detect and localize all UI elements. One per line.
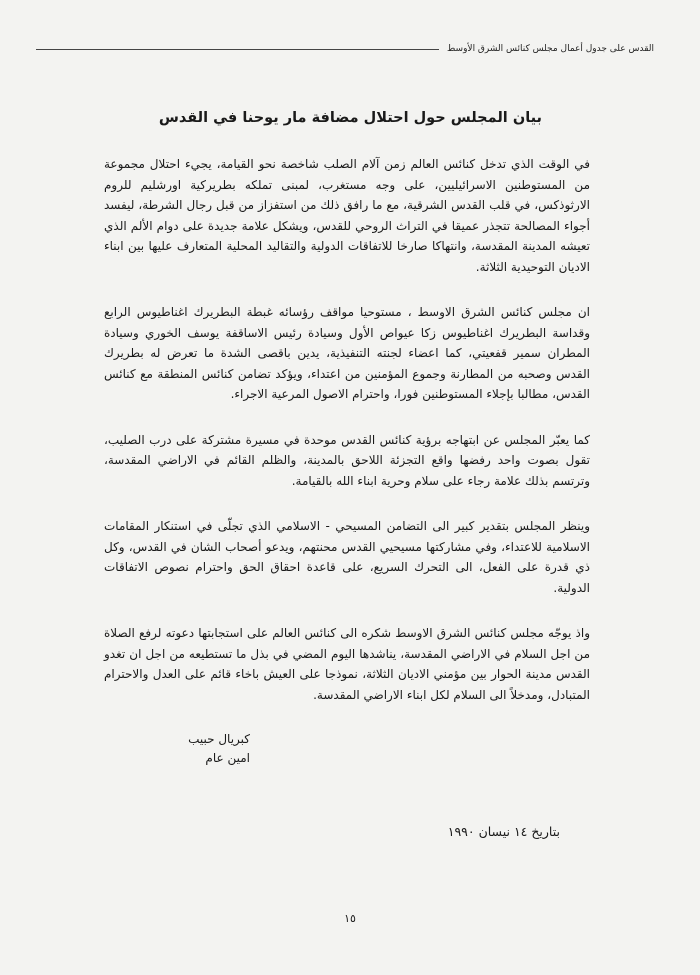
signatory-role: امين عام [205, 751, 250, 765]
paragraph-4: وينظر المجلس بتقدير كبير الى التضامن المسيحي - الاسلامي الذي تجلّى في استنكار المقامات الاسلامية للاعتداء، وفي مشاركتها مسيحيي القدس محنتهم، ويدعو أصحاب الشان في القدس، وكل ذي قدرة على الفعل، الى التحرك السريع، على قاعدة احقاق الحق واحترام نصوص الاتفاقات الدولية. [104, 519, 590, 595]
paragraph-3: كما يعبّر المجلس عن ابتهاجه برؤية كنائس القدس موحدة في مسيرة مشتركة على درب الصليب، تقول بصوت واحد رفضها واقع التجزئة اللاحق بالمدينة، والظلم القائم في الاراضي المقدسة، وترتسم بذلك علامة رجاء على سلام وحرية ابناء الله بالقيامة. [104, 432, 590, 488]
paragraph-1: في الوقت الذي تدخل كنائس العالم زمن آلام الصلب شاخصة نحو القيامة، يجيء احتلال مجموعة من المستوطنين الاسرائيليين، على وجه مستغرب، لمبنى تملكه بطريركية اورشليم للروم الارثوذكس، في قلب القدس الشرقية، مع ما رافق ذلك من استفزاز من قبل رجال الشرطة، ليفسد أجواء المصالحة تتجذر عميقا في التراث الروحي للقدس، ويشكل علامة جديدة على دوام الألم الذي تعيشه المدينة المقدسة، وانتهاكا صارخا للاتفاقات الدولية والتقاليد المحلية المتعارف عليها بين ابناء الاديان التوحيدية الثلاثة. [104, 157, 590, 274]
paragraph-2: ان مجلس كنائس الشرق الاوسط ، مستوحيا مواقف رؤسائه غبطة البطريرك اغناطيوس الرابع وقداسة البطريرك اغناطيوس زكا عيواص الأول وسيادة رئيس الاساقفة يوسف الخوري وسيادة المطران سمير قفعيتي، كما اعضاء لجنته التنفيذية، يدين باقصى الشدة ما تعرض له بطريرك القدس وصحبه من المطارنة وجموع المؤمنين من اعتداء، ويؤكد تضامن كنائس المنطقة مع كنائس القدس، مطالبا بإجلاء المستوطنين فورا، واحترام الاصول المرعية الاجراء. [104, 305, 590, 401]
header-rule [36, 49, 439, 50]
page-number: ١٥ [344, 912, 356, 925]
statement-date: بتاريخ ١٤ نيسان ١٩٩٠ [447, 824, 560, 839]
signature-block [104, 730, 590, 768]
statement-title: بيان المجلس حول احتلال مضافة مار يوحنا في القدس [158, 110, 542, 126]
signatory-name: كبريال حبيب [188, 732, 250, 746]
running-header [36, 44, 654, 54]
paragraph-5: واذ يوجّه مجلس كنائس الشرق الاوسط شكره الى كنائس العالم على استجابتها دعوته لرفع الصلاة من اجل السلام في الاراضي المقدسة، يناشدها اليوم المضي في بذل ما تستطيعه من اجل ان تغدو القدس مدينة الحوار بين مؤمني الاديان الثلاثة، نموذجا على العيش باخاء قائم على العدل والاحترام المتبادل، ومدخلاً الى السلام لكل ابناء الاراضي المقدسة. [104, 626, 590, 702]
statement-body [104, 110, 590, 839]
running-header-title: القدس على جدول أعمال مجلس كنائس الشرق الأوسط [447, 44, 654, 54]
